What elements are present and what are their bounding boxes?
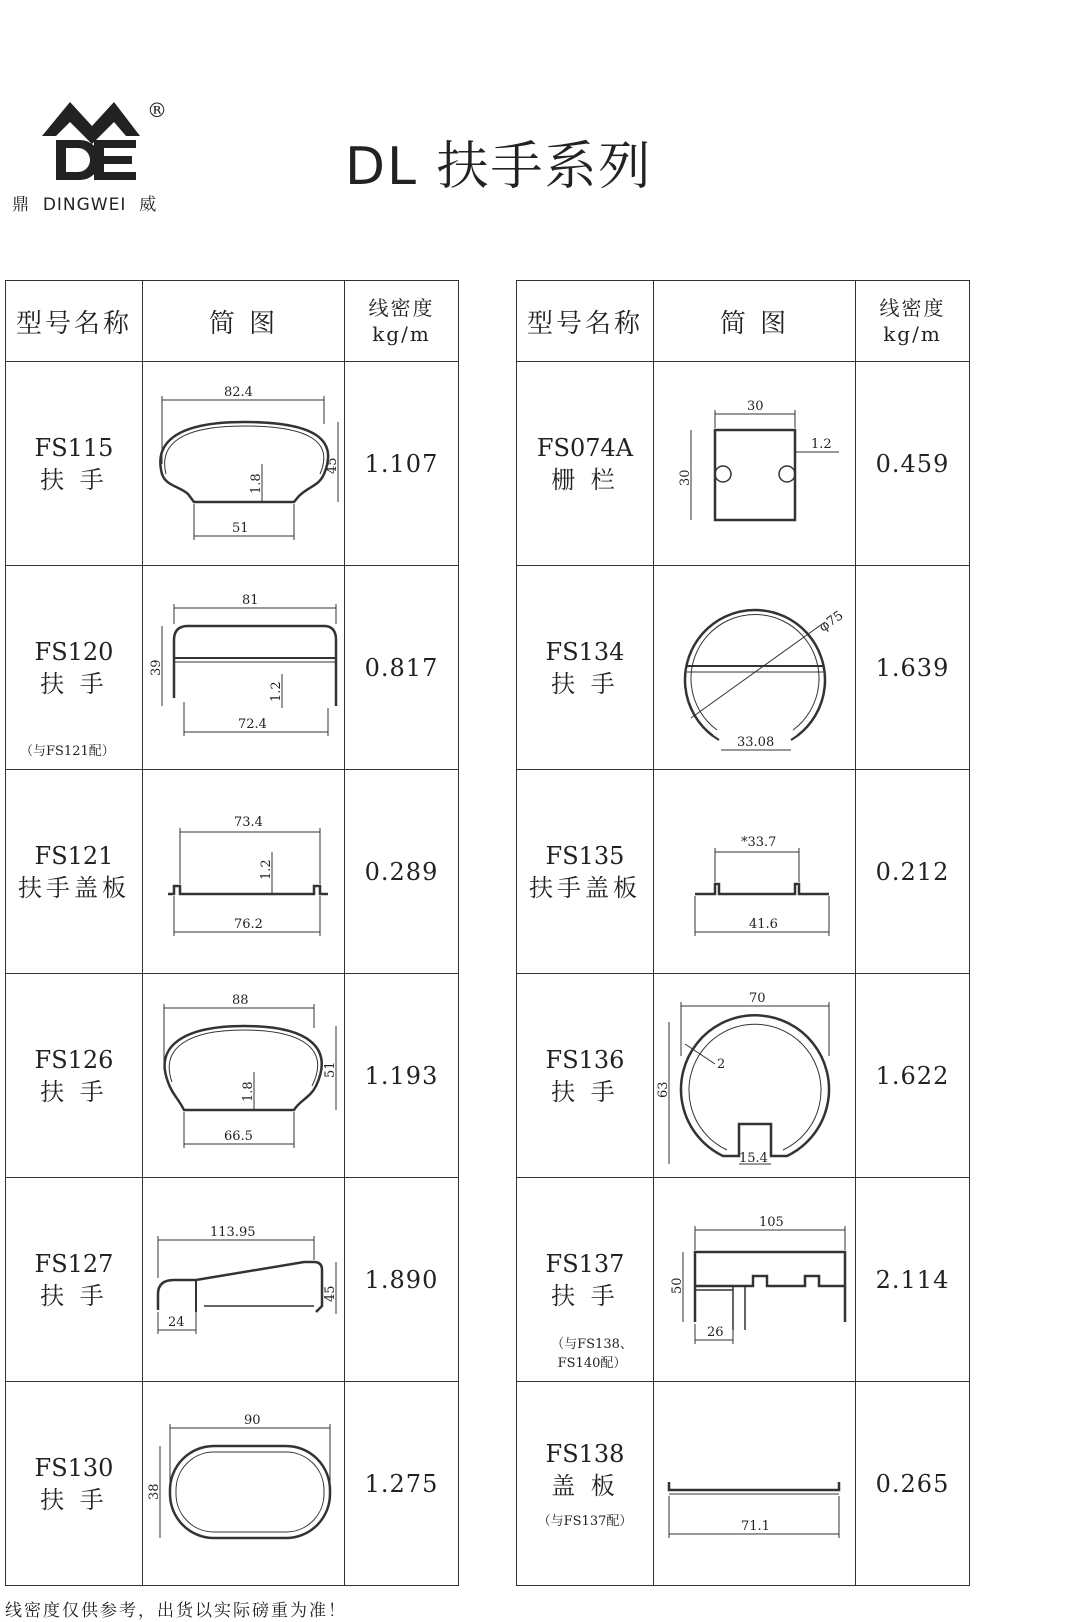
weight-cell xyxy=(856,1382,970,1586)
model-code: FS074A xyxy=(536,433,634,462)
model-name: 扶 手 xyxy=(40,1281,108,1310)
brand-left-char: 鼎 xyxy=(12,195,30,215)
diagram-cell xyxy=(143,362,345,566)
model-code: FS137 xyxy=(545,1249,625,1278)
model-name: 扶 手 xyxy=(40,465,108,494)
diagram-cell xyxy=(654,974,856,1178)
model-code: FS135 xyxy=(545,841,625,870)
dim-height: 30 xyxy=(677,468,693,486)
model-cell xyxy=(6,566,143,770)
dim-height: 51 xyxy=(322,1060,338,1078)
table-row xyxy=(517,974,970,1178)
model-cell xyxy=(517,1178,654,1382)
weight-cell xyxy=(345,566,459,770)
brand-name: DINGWEI xyxy=(42,195,127,215)
profile-drawing-fs135 xyxy=(655,782,855,962)
profile-drawing-fs137 xyxy=(655,1190,855,1370)
profile-drawing-fs127 xyxy=(144,1190,344,1370)
model-cell xyxy=(6,1178,143,1382)
dim-width: 90 xyxy=(243,1412,261,1428)
page-title: DL 扶手系列 xyxy=(345,137,653,197)
weight-cell xyxy=(345,1178,459,1382)
profile-drawing-fs136 xyxy=(655,986,855,1166)
weight-value: 1.275 xyxy=(364,1469,439,1498)
model-cell xyxy=(517,362,654,566)
dim-base: 72.4 xyxy=(237,716,267,732)
weight-value: 0.459 xyxy=(875,449,950,478)
table-row xyxy=(6,974,459,1178)
header-model: 型号名称 xyxy=(517,281,654,362)
header-density-line1: 线密度 xyxy=(879,296,946,320)
diagram-cell xyxy=(654,770,856,974)
dim-thickness: 1.8 xyxy=(248,472,264,494)
table-row xyxy=(6,566,459,770)
model-code: FS120 xyxy=(34,637,114,666)
model-cell xyxy=(6,770,143,974)
model-cell xyxy=(517,1382,654,1586)
dim-thickness: 1.2 xyxy=(268,680,284,702)
header-density xyxy=(856,281,970,362)
model-code: FS130 xyxy=(34,1453,114,1482)
weight-value: 1.622 xyxy=(875,1061,950,1090)
weight-cell xyxy=(856,362,970,566)
profile-drawing-fs134 xyxy=(655,578,855,758)
model-name: 扶 手 xyxy=(40,669,108,698)
table-row xyxy=(517,362,970,566)
model-name: 扶 手 xyxy=(551,669,619,698)
table-row xyxy=(517,566,970,770)
diagram-cell xyxy=(143,1178,345,1382)
dim-inner-width: *33.7 xyxy=(740,834,776,850)
model-name: 扶 手 xyxy=(40,1077,108,1106)
weight-value: 2.114 xyxy=(875,1265,950,1294)
model-name: 扶手盖板 xyxy=(529,873,641,902)
brand-right-char: 威 xyxy=(139,195,158,215)
table-row xyxy=(6,1178,459,1382)
model-cell xyxy=(517,974,654,1178)
diagram-cell xyxy=(143,974,345,1178)
header-density-line1: 线密度 xyxy=(368,296,435,320)
weight-cell xyxy=(345,1382,459,1586)
weight-value: 0.265 xyxy=(875,1469,950,1498)
model-cell xyxy=(517,770,654,974)
dim-slot: 15.4 xyxy=(738,1150,768,1166)
table-row xyxy=(6,770,459,974)
weight-value: 1.890 xyxy=(364,1265,439,1294)
dim-width: 30 xyxy=(746,398,764,414)
weight-cell xyxy=(856,974,970,1178)
model-cell xyxy=(6,1382,143,1586)
left-spec-table xyxy=(5,280,459,1586)
weight-value: 1.639 xyxy=(875,653,950,682)
weight-cell xyxy=(856,770,970,974)
model-name: 扶 手 xyxy=(40,1485,108,1514)
model-name: 栅 栏 xyxy=(551,465,619,494)
dim-diameter: φ75 xyxy=(816,607,846,635)
weight-cell xyxy=(856,1178,970,1382)
weight-cell xyxy=(345,974,459,1178)
dim-width: 105 xyxy=(758,1214,784,1230)
dim-width: 41.6 xyxy=(748,916,778,932)
table-row xyxy=(517,1382,970,1586)
model-code: FS138 xyxy=(545,1440,625,1468)
dim-height: 45 xyxy=(324,456,340,474)
dim-thickness: 1.2 xyxy=(258,858,274,880)
diagram-cell xyxy=(143,566,345,770)
weight-value: 1.193 xyxy=(364,1061,439,1090)
dim-base: 66.5 xyxy=(223,1128,253,1144)
brand-name-line xyxy=(12,190,157,215)
profile-drawing-fs121 xyxy=(144,782,344,962)
dim-leg: 26 xyxy=(706,1324,724,1340)
dim-width: 81 xyxy=(241,592,259,608)
diagram-cell xyxy=(654,566,856,770)
diagram-cell xyxy=(143,1382,345,1586)
dim-width: 88 xyxy=(231,992,249,1008)
diagram-cell xyxy=(654,1382,856,1586)
header-density-line2: kg/m xyxy=(883,322,942,346)
dim-height: 39 xyxy=(148,658,164,676)
table-header-row xyxy=(6,281,459,362)
dim-thickness: 2 xyxy=(716,1056,725,1072)
diagram-cell xyxy=(143,770,345,974)
registered-mark: ® xyxy=(147,98,167,122)
dim-opening: 33.08 xyxy=(736,734,774,750)
model-name: 扶手盖板 xyxy=(18,873,130,902)
dim-height: 45 xyxy=(322,1284,338,1302)
weight-value: 0.212 xyxy=(875,857,950,886)
dim-width: 71.1 xyxy=(740,1518,770,1534)
model-code: FS136 xyxy=(545,1045,625,1074)
dim-width: 73.4 xyxy=(233,814,263,830)
model-code: FS134 xyxy=(545,637,625,666)
table-row xyxy=(6,362,459,566)
weight-value: 1.107 xyxy=(364,449,439,478)
header-density xyxy=(345,281,459,362)
model-code: FS121 xyxy=(34,841,114,870)
model-name: 扶 手 xyxy=(551,1281,619,1310)
model-code: FS127 xyxy=(34,1249,114,1278)
profile-drawing-fs126 xyxy=(144,986,344,1166)
footer-note: 线密度仅供参考，出货以实际磅重为准！ xyxy=(5,1601,347,1621)
table-row xyxy=(6,1382,459,1586)
header-diagram: 简 图 xyxy=(143,281,345,362)
dim-width: 70 xyxy=(748,990,766,1006)
weight-value: 0.289 xyxy=(364,857,439,886)
weight-value: 0.817 xyxy=(364,653,439,682)
dim-width: 113.95 xyxy=(209,1224,255,1240)
dim-base: 24 xyxy=(167,1314,185,1330)
model-note: （与FS138、FS140配） xyxy=(551,1337,633,1371)
profile-drawing-fs138 xyxy=(655,1394,855,1574)
model-name: 扶 手 xyxy=(551,1077,619,1106)
header-model: 型号名称 xyxy=(6,281,143,362)
weight-cell xyxy=(856,566,970,770)
dim-base: 51 xyxy=(231,520,249,536)
header-density-line2: kg/m xyxy=(372,322,431,346)
dim-height: 63 xyxy=(655,1080,671,1098)
dim-height: 50 xyxy=(669,1276,685,1294)
diagram-cell xyxy=(654,362,856,566)
right-spec-table xyxy=(516,280,970,1586)
dim-base: 76.2 xyxy=(233,916,263,932)
weight-cell xyxy=(345,770,459,974)
model-note: （与FS137配） xyxy=(537,1514,633,1529)
table-row xyxy=(517,770,970,974)
dim-height: 38 xyxy=(146,1482,162,1500)
profile-drawing-fs130 xyxy=(144,1394,344,1574)
profile-drawing-fs115 xyxy=(144,374,344,554)
model-code: FS126 xyxy=(34,1045,114,1074)
table-row xyxy=(517,1178,970,1382)
weight-cell xyxy=(345,362,459,566)
model-cell xyxy=(517,566,654,770)
model-cell xyxy=(6,974,143,1178)
model-name: 盖 板 xyxy=(551,1472,619,1500)
profile-drawing-fs120 xyxy=(144,578,344,758)
dim-width: 82.4 xyxy=(223,384,253,400)
table-header-row xyxy=(517,281,970,362)
diagram-cell xyxy=(654,1178,856,1382)
dim-thickness: 1.8 xyxy=(240,1080,256,1102)
profile-drawing-fs074a xyxy=(655,374,855,554)
model-code: FS115 xyxy=(34,433,114,462)
model-cell xyxy=(6,362,143,566)
model-note: （与FS121配） xyxy=(20,744,115,759)
dim-thickness: 1.2 xyxy=(810,436,832,452)
header-diagram: 简 图 xyxy=(654,281,856,362)
